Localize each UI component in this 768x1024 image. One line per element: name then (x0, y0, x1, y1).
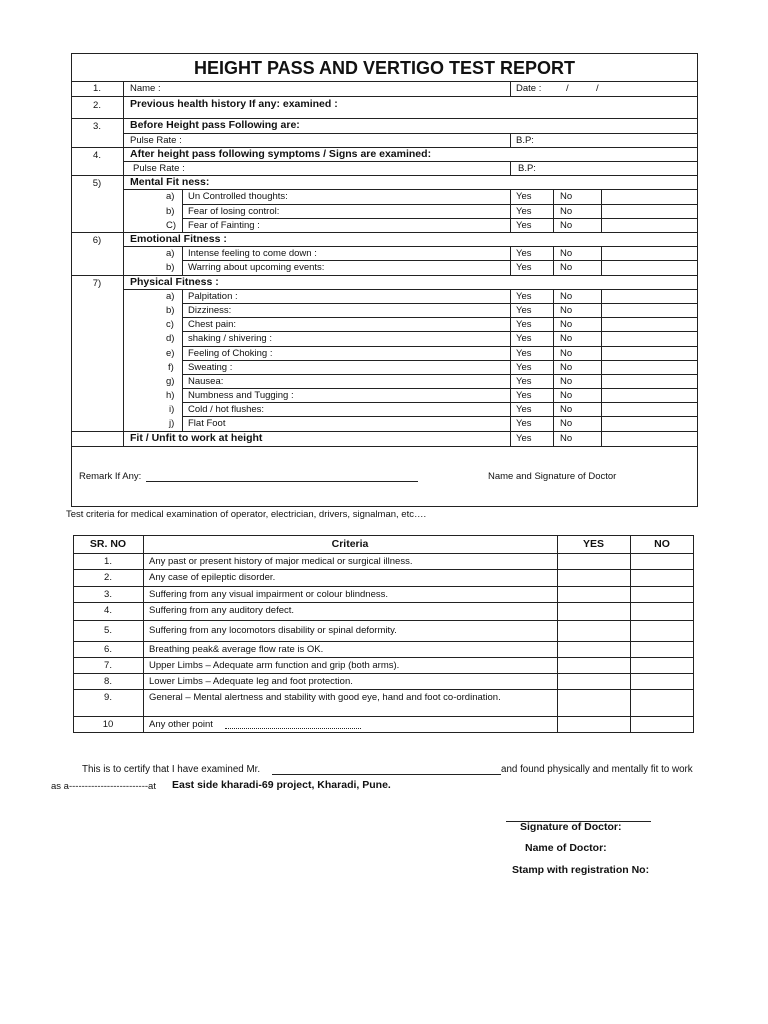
criteria-sr: 2. (104, 572, 112, 583)
item-letter: a) (166, 191, 175, 202)
yes-label: Yes (516, 348, 532, 359)
pulse-rate-label: Pulse Rate : (130, 135, 182, 146)
bp-label: B.P: (518, 163, 536, 174)
header-no: NO (654, 538, 670, 550)
criteria-sr: 6. (104, 644, 112, 655)
criteria-sr: 7. (104, 660, 112, 671)
section-label: Emotional Fitness : (130, 233, 227, 245)
certify-line2-prefix: as a-------------------------at (51, 781, 156, 792)
item-letter: b) (166, 305, 175, 316)
stamp-registration-label: Stamp with registration No: (512, 864, 650, 876)
criteria-sr: 3. (104, 589, 112, 600)
remark-label: Remark If Any: (79, 471, 142, 482)
yes-label: Yes (516, 220, 532, 231)
yes-label: Yes (516, 433, 532, 444)
certify-prefix: This is to certify that I have examined Mr. (82, 764, 261, 775)
item-text: Warring about upcoming events: (188, 262, 325, 273)
no-label: No (560, 319, 573, 330)
yes-label: Yes (516, 319, 532, 330)
header-criteria: Criteria (331, 538, 369, 550)
item-text: Un Controlled thoughts: (188, 191, 288, 202)
section-label: Physical Fitness : (130, 276, 219, 288)
no-label: No (560, 404, 573, 415)
item-text: Cold / hot flushes: (188, 404, 265, 415)
no-label: No (560, 433, 573, 444)
certify-suffix: and found physically and mentally fit to work (501, 764, 693, 775)
signature-of-doctor-label: Signature of Doctor: (520, 821, 622, 833)
item-letter: a) (166, 291, 175, 302)
item-letter: g) (166, 376, 175, 387)
criteria-sr: 8. (104, 676, 112, 687)
doctor-signature-label: Name and Signature of Doctor (488, 471, 617, 482)
yes-label: Yes (516, 333, 532, 344)
criteria-sr: 10 (102, 719, 114, 730)
name-of-doctor-label: Name of Doctor: (525, 842, 607, 854)
criteria-text: General – Mental alertness and stability with good eye, hand and foot co-ordination. (149, 692, 501, 703)
item-letter: a) (166, 248, 175, 259)
criteria-sr: 5. (104, 625, 112, 636)
no-label: No (560, 362, 573, 373)
item-letter: b) (166, 262, 175, 273)
other-point-dotted-line[interactable] (225, 728, 361, 729)
criteria-text: Suffering from any visual impairment or colour blindness. (149, 589, 389, 600)
item-text: Chest pain: (188, 319, 237, 330)
item-text: Feeling of Choking : (188, 348, 273, 359)
pulse-rate-label: Pulse Rate : (133, 163, 185, 174)
yes-label: Yes (516, 390, 532, 401)
no-label: No (560, 333, 573, 344)
row-number: 1. (93, 83, 101, 94)
item-text: Sweating : (188, 362, 233, 373)
item-letter: b) (166, 206, 175, 217)
item-text: Intense feeling to come down : (188, 248, 317, 259)
yes-label: Yes (516, 418, 532, 429)
item-letter: f) (168, 362, 174, 373)
project-location: East side kharadi-69 project, Kharadi, Pune. (172, 779, 391, 791)
item-text: Flat Foot (188, 418, 226, 429)
section-label: Mental Fit ness: (130, 176, 210, 188)
section-label: After height pass following symptoms / Signs are examined: (130, 148, 432, 160)
criteria-text: Any past or present history of major medical or surgical illness. (149, 556, 413, 567)
criteria-text: Suffering from any auditory defect. (149, 605, 295, 616)
no-label: No (560, 291, 573, 302)
name-label: Name : (130, 83, 161, 94)
criteria-text: Lower Limbs – Adequate leg and foot protection. (149, 676, 353, 687)
criteria-sr: 9. (104, 692, 112, 703)
date-separator: / (596, 83, 599, 94)
row-number: 7) (92, 278, 102, 289)
item-letter: e) (166, 348, 175, 359)
examinee-name-line[interactable] (272, 774, 501, 775)
section-label: Before Height pass Following are: (130, 119, 300, 131)
bp-label: B.P: (516, 135, 534, 146)
item-text: Fear of Fainting : (188, 220, 260, 231)
row-number: 5) (92, 178, 102, 189)
item-letter: h) (166, 390, 175, 401)
yes-label: Yes (516, 291, 532, 302)
no-label: No (560, 348, 573, 359)
criteria-sr: 1. (104, 556, 112, 567)
page-title: HEIGHT PASS AND VERTIGO TEST REPORT (193, 58, 576, 78)
item-text: Dizziness: (188, 305, 232, 316)
remark-line[interactable] (146, 481, 418, 482)
yes-label: Yes (516, 262, 532, 273)
row-number: 4. (93, 150, 101, 161)
yes-label: Yes (516, 404, 532, 415)
no-label: No (560, 262, 573, 273)
item-text: Palpitation : (188, 291, 238, 302)
no-label: No (560, 191, 573, 202)
criteria-intro: Test criteria for medical examination of operator, electrician, drivers, signalman, etc…. (66, 509, 427, 520)
item-text: shaking / shivering : (188, 333, 272, 344)
yes-label: Yes (516, 248, 532, 259)
header-sr-no: SR. NO (89, 538, 127, 550)
header-yes: YES (582, 538, 604, 550)
criteria-text: Any case of epileptic disorder. (149, 572, 276, 583)
yes-label: Yes (516, 206, 532, 217)
item-letter: j) (169, 418, 175, 429)
section-label: Previous health history If any: examined : (130, 98, 338, 110)
item-letter: c) (166, 319, 174, 330)
no-label: No (560, 390, 573, 401)
row-number: 6) (92, 235, 102, 246)
no-label: No (560, 305, 573, 316)
date-separator: / (566, 83, 569, 94)
item-text: Fear of losing control: (188, 206, 280, 217)
row-number: 3. (93, 121, 101, 132)
no-label: No (560, 418, 573, 429)
criteria-text: Suffering from any locomotors disability or spinal deformity. (149, 625, 397, 636)
no-label: No (560, 220, 573, 231)
yes-label: Yes (516, 305, 532, 316)
yes-label: Yes (516, 376, 532, 387)
row-number: 2. (93, 100, 101, 111)
no-label: No (560, 376, 573, 387)
date-label: Date : (516, 83, 542, 94)
item-text: Nausea: (188, 376, 224, 387)
yes-label: Yes (516, 362, 532, 373)
fit-unfit-label: Fit / Unfit to work at height (130, 432, 263, 444)
item-letter: i) (169, 404, 175, 415)
criteria-text: Upper Limbs – Adequate arm function and grip (both arms). (149, 660, 400, 671)
criteria-sr: 4. (104, 605, 112, 616)
no-label: No (560, 248, 573, 259)
item-letter: C) (166, 220, 177, 231)
criteria-text: Any other point (149, 719, 213, 730)
yes-label: Yes (516, 191, 532, 202)
item-letter: d) (166, 333, 175, 344)
no-label: No (560, 206, 573, 217)
criteria-text: Breathing peak& average flow rate is OK. (149, 644, 324, 655)
item-text: Numbness and Tugging : (188, 390, 294, 401)
